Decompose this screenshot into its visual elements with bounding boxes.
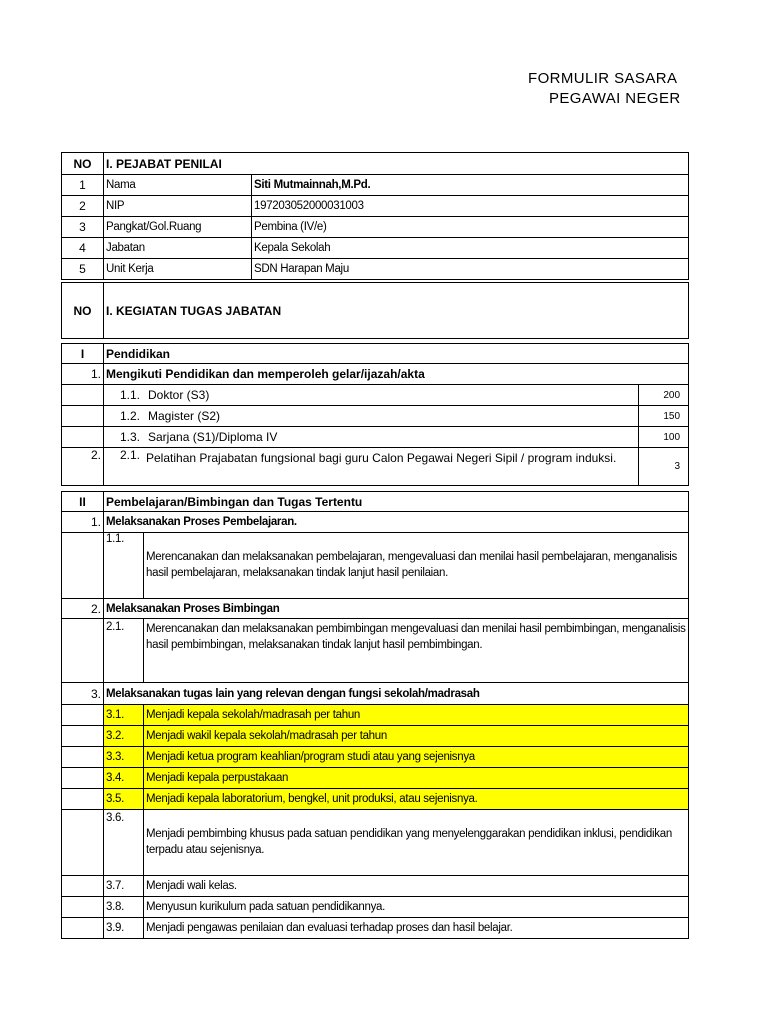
- empty-cell: [62, 918, 104, 939]
- section2-heading: I. KEGIATAN TUGAS JABATAN: [104, 283, 689, 339]
- pejabat-penilai-table: [61, 152, 689, 280]
- no-header: NO: [62, 153, 104, 175]
- empty-cell: [62, 619, 104, 683]
- sub-item: [104, 406, 639, 427]
- sub-label: Pelatihan Prajabatan fungsional bagi guru Calon Pegawai Negeri Sipil / program induksi.: [146, 451, 617, 465]
- task-text: Menjadi kepala perpustakaan: [144, 768, 689, 789]
- sub-item: [104, 385, 639, 406]
- task-code: 3.9.: [104, 918, 144, 939]
- sub-code: 1.1.: [104, 533, 144, 599]
- empty-cell: [62, 385, 104, 406]
- row-no: 1: [62, 175, 104, 196]
- field-label: Unit Kerja: [104, 259, 252, 280]
- points: 200: [639, 385, 689, 406]
- roman-no: II: [62, 492, 104, 512]
- field-value: Pembina (IV/e): [252, 217, 689, 238]
- empty-cell: [62, 726, 104, 747]
- field-label: Pangkat/Gol.Ruang: [104, 217, 252, 238]
- section1-heading: I. PEJABAT PENILAI: [104, 153, 689, 175]
- task-text: Menjadi pengawas penilaian dan evaluasi terhadap proses dan hasil belajar.: [144, 918, 689, 939]
- no-header: NO: [62, 283, 104, 339]
- empty-cell: [62, 406, 104, 427]
- field-value: 197203052000031003: [252, 196, 689, 217]
- task-text: Menjadi kepala sekolah/madrasah per tahun: [144, 705, 689, 726]
- row-no: 3: [62, 217, 104, 238]
- sub-code: 1.1.: [120, 388, 141, 402]
- item-no: 3.: [62, 683, 104, 705]
- task-text: Menjadi pembimbing khusus pada satuan pendidikan yang menyelenggarakan pendidikan inklusi, pendidikan terpadu atau sejenisnya.: [144, 810, 689, 876]
- item-no: 2.: [62, 448, 104, 486]
- category-title: Pendidikan: [104, 344, 689, 364]
- row-no: 5: [62, 259, 104, 280]
- form-title-line2: PEGAWAI NEGER: [549, 90, 681, 107]
- points: 150: [639, 406, 689, 427]
- item-title: Melaksanakan tugas lain yang relevan dengan fungsi sekolah/madrasah: [104, 683, 689, 705]
- field-value: Siti Mutmainnah,M.Pd.: [252, 175, 689, 196]
- points: 100: [639, 427, 689, 448]
- task-text: Menjadi wakil kepala sekolah/madrasah per tahun: [144, 726, 689, 747]
- sub-code: 1.2.: [120, 409, 141, 423]
- kegiatan-table: [61, 282, 689, 939]
- row-no: 4: [62, 238, 104, 259]
- field-label: Nama: [104, 175, 252, 196]
- sub-label: Sarjana (S1)/Diploma IV: [148, 430, 278, 444]
- item-title: Melaksanakan Proses Pembelajaran.: [104, 512, 689, 533]
- task-text: Merencanakan dan melaksanakan pembelajaran, mengevaluasi dan menilai hasil pembelajaran, menganalisis hasil pembelajaran, melaksanakan tindak lanjut hasil penilaian.: [144, 533, 689, 599]
- empty-cell: [62, 897, 104, 918]
- task-code: 3.4.: [104, 768, 144, 789]
- sub-code: 2.1.: [104, 619, 144, 683]
- task-text: Menjadi ketua program keahlian/program studi atau yang sejenisnya: [144, 747, 689, 768]
- item-no: 1.: [62, 512, 104, 533]
- empty-cell: [62, 789, 104, 810]
- task-text: Merencanakan dan melaksanakan pembimbingan mengevaluasi dan menilai hasil pembimbingan, menganalisis hasil pembimbingan, melaksanakan tindak lanjut hasil pembimbingan.: [144, 619, 689, 683]
- sub-item: [104, 427, 639, 448]
- task-code: 3.5.: [104, 789, 144, 810]
- sub-label: Doktor (S3): [148, 388, 210, 402]
- sub-label: Magister (S2): [148, 409, 221, 423]
- field-label: Jabatan: [104, 238, 252, 259]
- item-no: 2.: [62, 599, 104, 619]
- empty-cell: [62, 810, 104, 876]
- field-value: Kepala Sekolah: [252, 238, 689, 259]
- roman-no: I: [62, 344, 104, 364]
- sub-item: [104, 448, 639, 486]
- empty-cell: [62, 876, 104, 897]
- form-title-line1: FORMULIR SASARA: [528, 70, 678, 87]
- task-code: 3.3.: [104, 747, 144, 768]
- item-title: Melaksanakan Proses Bimbingan: [104, 599, 689, 619]
- row-no: 2: [62, 196, 104, 217]
- item-title: Mengikuti Pendidikan dan memperoleh gelar/ijazah/akta: [104, 364, 689, 385]
- empty-cell: [62, 533, 104, 599]
- empty-cell: [62, 768, 104, 789]
- form-sheet: [61, 152, 688, 939]
- task-code: 3.2.: [104, 726, 144, 747]
- sub-code: 1.3.: [120, 430, 141, 444]
- field-value: SDN Harapan Maju: [252, 259, 689, 280]
- points: 3: [639, 448, 689, 486]
- empty-cell: [62, 747, 104, 768]
- task-code: 3.6.: [104, 810, 144, 876]
- field-label: NIP: [104, 196, 252, 217]
- task-code: 3.8.: [104, 897, 144, 918]
- sub-code: 2.1.: [120, 448, 141, 462]
- task-text: Menjadi kepala laboratorium, bengkel, unit produksi, atau sejenisnya.: [144, 789, 689, 810]
- empty-cell: [62, 427, 104, 448]
- category-title: Pembelajaran/Bimbingan dan Tugas Tertentu: [104, 492, 689, 512]
- empty-cell: [62, 705, 104, 726]
- task-code: 3.7.: [104, 876, 144, 897]
- item-no: 1.: [62, 364, 104, 385]
- task-text: Menjadi wali kelas.: [144, 876, 689, 897]
- task-text: Menyusun kurikulum pada satuan pendidikannya.: [144, 897, 689, 918]
- task-code: 3.1.: [104, 705, 144, 726]
